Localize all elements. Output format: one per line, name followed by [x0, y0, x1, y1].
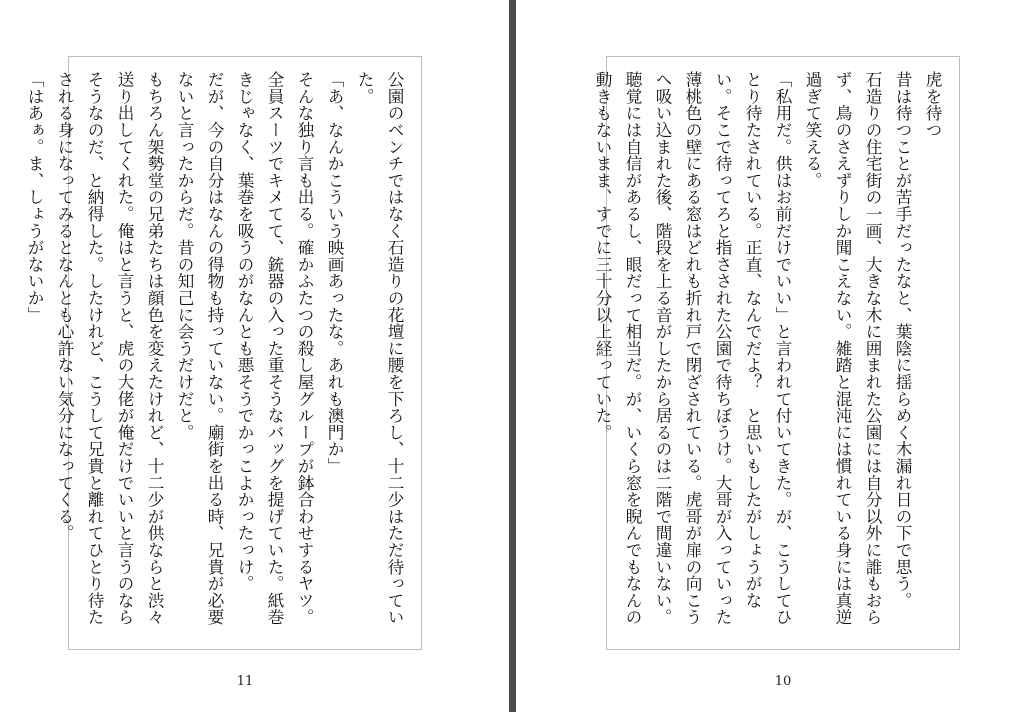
paragraph: 昔は待つことが苦手だったなと、葉陰に揺らめく木漏れ日の下で思う。	[893, 71, 912, 609]
paragraph: 「あ、なんかこういう映画あったな。あれも澳門か」	[325, 71, 344, 475]
paragraph: 石造りの住宅街の一画、大きな木に囲まれた公園には自分以外に誰もおらず、鳥のさえずりしか聞こえない。雑踏と混沌には慣れている身には真逆過ぎて笑える。	[803, 71, 882, 626]
right-page	[516, 0, 1024, 712]
paragraph: そんな独り言も出る。確かふたつの殺し屋グループが鉢合わせするヤツ。全員スーツでキメてて、銃器の入った重そうなバッグを提げていた。紙巻きじゃなく、葉巻を吸うのがなんとも悪そうでかっこよかったっけ。	[235, 71, 314, 626]
page-number: 11	[236, 674, 254, 689]
left-page	[0, 0, 508, 712]
page-text	[587, 71, 947, 637]
paragraph: もちろん架勢堂の兄弟たちは顔色を変えたけれど、十二少が供ならと渋々送り出してくれた。俺はと言うと、虎の大佬が俺だけでいいと言うのならそうなのだ、と納得した。したけれど、こうして兄貴と離れてひとり待たされる身になってみるとなんとも心許ない気分になってくる。	[55, 71, 164, 626]
paragraph: 「私用だ。供はお前だけでいい」と言われて付いてきた。が、こうしてひとり待たされている。正直、なんでだよ？ と思いもしたがしょうがない。そこで待ってろと指さされた公園で待ちぼうけ。大哥が入っていった薄桃色の壁にある窓はどれも折れ戸で閉ざされている。虎哥が扉の向こうへ吸い込まれた後、階段を上る音がしたから居るのは二階で間違いない。聴覚には自信があるし、眼だって相当だ。が、いくら窓を睨んでもなんの動きもないまま、すでに三十分以上経っていた。	[593, 71, 792, 626]
paragraph: 「はあぁ。ま、しょうがないか」	[25, 71, 44, 323]
paragraph: 公園のベンチではなく石造りの花壇に腰を下ろし、十二少はただ待っていた。	[355, 71, 404, 626]
paragraph: だが、今の自分はなんの得物も持っていない。廟街を出る時、兄貴が必要ないと言ったからだ。昔の知己に会うだけだと。	[175, 71, 224, 626]
chapter-title: 虎を待つ	[923, 71, 942, 139]
page-text	[19, 71, 409, 637]
text-frame	[593, 56, 960, 650]
page-number: 10	[774, 674, 792, 689]
text-frame	[25, 56, 422, 650]
